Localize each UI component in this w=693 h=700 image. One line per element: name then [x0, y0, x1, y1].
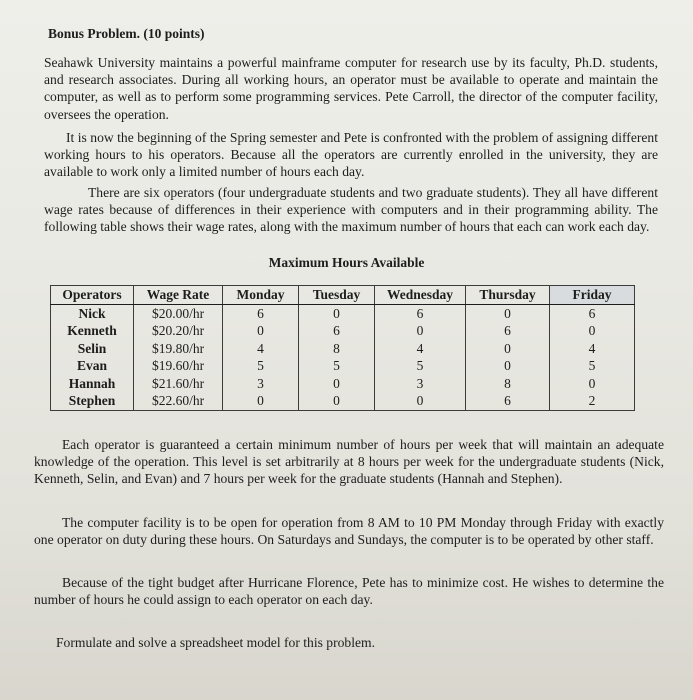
hours-friday: 5 [550, 357, 635, 375]
problem-paragraph: It is now the beginning of the Spring semester and Pete is confronted with the problem of assigning different working hours to his operators. Because all the operators are currently enrolled in the university, they are available to work only a limited number of hours each day. [44, 130, 658, 180]
operator-name: Kenneth [51, 322, 134, 340]
cost-paragraph: Because of the tight budget after Hurricane Florence, Pete has to minimize cost. He wishes to determine the number of hours he could assign to each operator on each day. [34, 575, 664, 608]
hours-wednesday: 0 [375, 322, 466, 340]
hours-monday: 0 [223, 322, 299, 340]
hours-wednesday: 3 [375, 375, 466, 393]
wage-rate: $19.60/hr [134, 357, 223, 375]
wage-rate: $20.00/hr [134, 304, 223, 322]
hours-friday: 6 [550, 304, 635, 322]
wage-rate: $19.80/hr [134, 340, 223, 358]
hours-tuesday: 0 [299, 304, 375, 322]
header-thursday: Thursday [466, 286, 550, 305]
hours-friday: 0 [550, 322, 635, 340]
operating-hours-paragraph: The computer facility is to be open for operation from 8 AM to 10 PM Monday through Friday with exactly one operator on duty during these hours. On Saturdays and Sundays, the computer is to be operated by other staff. [34, 515, 664, 548]
header-operators: Operators [51, 286, 134, 305]
hours-wednesday: 0 [375, 392, 466, 410]
hours-tuesday: 6 [299, 322, 375, 340]
hours-thursday: 8 [466, 375, 550, 393]
table-row [51, 357, 635, 375]
intro-paragraph: Seahawk University maintains a powerful mainframe computer for research use by its faculty, Ph.D. students, and research associates. During all working hours, an operator must be available to operate and maintain the computer, as well as to perform some programming services. Pete Carroll, the director of the computer facility, oversees the operation. [44, 55, 658, 122]
operator-name: Evan [51, 357, 134, 375]
hours-tuesday: 0 [299, 375, 375, 393]
header-tuesday: Tuesday [299, 286, 375, 305]
operator-name: Nick [51, 304, 134, 322]
table-row [51, 392, 635, 410]
hours-thursday: 0 [466, 304, 550, 322]
hours-monday: 6 [223, 304, 299, 322]
wage-rate: $20.20/hr [134, 322, 223, 340]
hours-tuesday: 0 [299, 392, 375, 410]
hours-wednesday: 4 [375, 340, 466, 358]
max-hours-table [50, 285, 635, 411]
hours-monday: 0 [223, 392, 299, 410]
table-row [51, 340, 635, 358]
wage-rate: $21.60/hr [134, 375, 223, 393]
hours-thursday: 6 [466, 322, 550, 340]
operator-name: Selin [51, 340, 134, 358]
hours-wednesday: 6 [375, 304, 466, 322]
hours-tuesday: 8 [299, 340, 375, 358]
table-row [51, 304, 635, 322]
hours-thursday: 0 [466, 340, 550, 358]
hours-thursday: 0 [466, 357, 550, 375]
table-title: Maximum Hours Available [268, 255, 425, 270]
hours-wednesday: 5 [375, 357, 466, 375]
header-monday: Monday [223, 286, 299, 305]
hours-tuesday: 5 [299, 357, 375, 375]
hours-friday: 0 [550, 375, 635, 393]
operators-paragraph: There are six operators (four undergraduate students and two graduate students). They all have different wage rates because of differences in their experience with computers and in their programming ability. The following table shows their wage rates, along with the maximum number of hours that each can work each day. [44, 185, 658, 235]
hours-thursday: 6 [466, 392, 550, 410]
hours-monday: 3 [223, 375, 299, 393]
table-row [51, 322, 635, 340]
hours-monday: 5 [223, 357, 299, 375]
hours-friday: 2 [550, 392, 635, 410]
operator-name: Hannah [51, 375, 134, 393]
header-friday: Friday [550, 286, 635, 305]
table-row [51, 375, 635, 393]
minimum-hours-paragraph: Each operator is guaranteed a certain minimum number of hours per week that will maintain an adequate knowledge of the operation. This level is set arbitrarily at 8 hours per week for the undergraduate students (Nick, Kenneth, Selin, and Evan) and 7 hours per week for the graduate students (Hannah and Stephen). [34, 437, 664, 487]
header-wage-rate: Wage Rate [134, 286, 223, 305]
table-header-row [51, 286, 635, 305]
problem-title: Bonus Problem. (10 points) [48, 26, 205, 41]
header-wednesday: Wednesday [375, 286, 466, 305]
hours-monday: 4 [223, 340, 299, 358]
hours-friday: 4 [550, 340, 635, 358]
wage-rate: $22.60/hr [134, 392, 223, 410]
task-instruction: Formulate and solve a spreadsheet model for this problem. [56, 635, 375, 650]
operator-name: Stephen [51, 392, 134, 410]
